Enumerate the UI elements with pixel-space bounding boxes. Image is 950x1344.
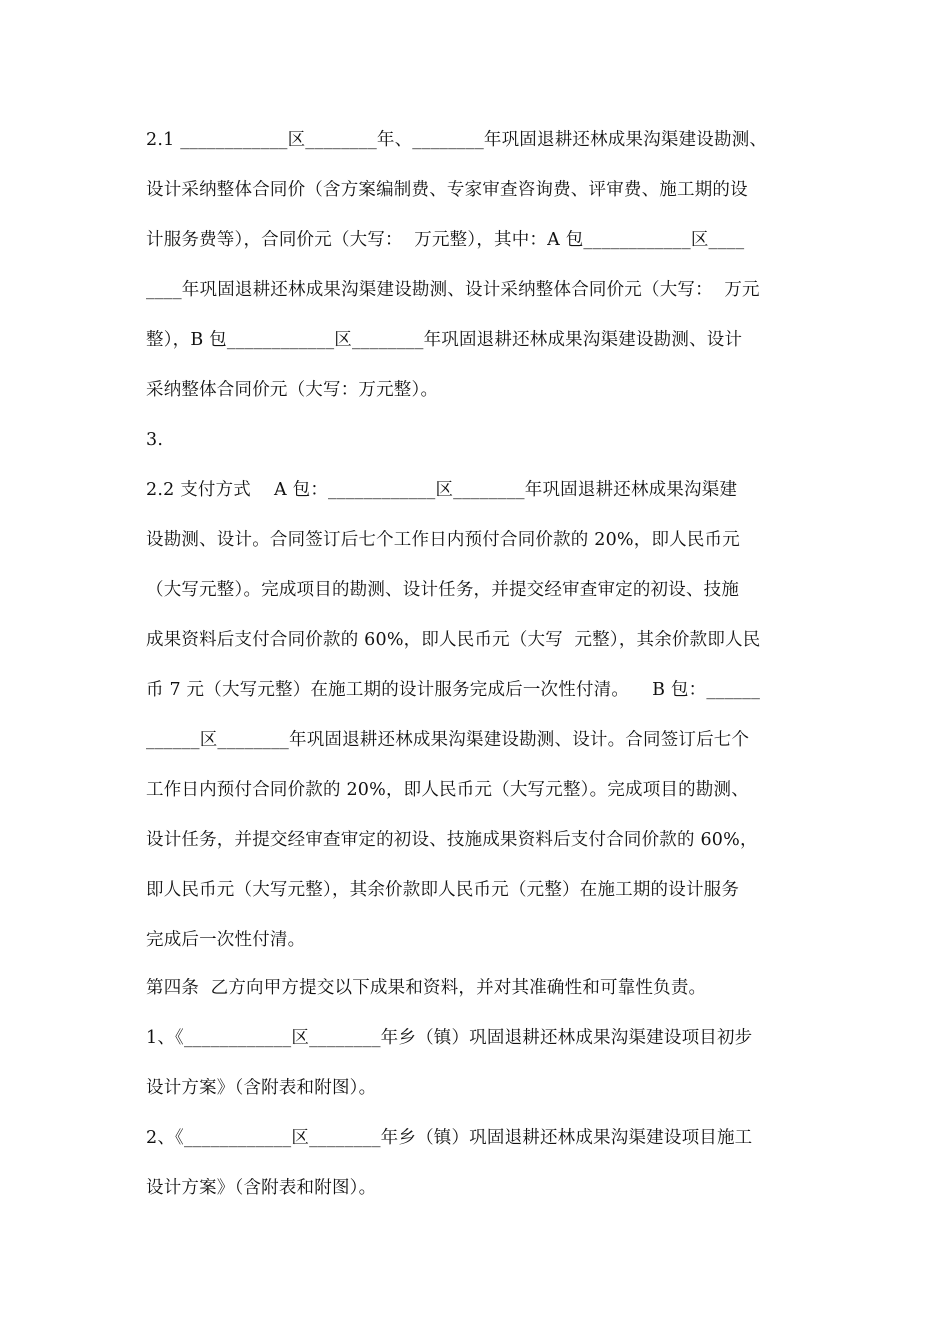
text-line: 完成后一次性付清。 bbox=[146, 930, 306, 950]
text-line: 设计采纳整体合同价（含方案编制费、专家审查咨询费、评审费、施工期的设 bbox=[146, 180, 748, 200]
text-line: 采纳整体合同价元（大写：万元整）。 bbox=[146, 380, 439, 400]
text-line: 2、《____________区________年乡（镇）巩固退耕还林成果沟渠建设项目施工 bbox=[146, 1128, 753, 1148]
text-line: 设计方案》（含附表和附图）。 bbox=[146, 1178, 377, 1198]
text-line: ______区________年巩固退耕还林成果沟渠建设勘测、设计。合同签订后七个 bbox=[146, 730, 750, 750]
text-line: 即人民币元（大写元整），其余价款即人民币元（元整）在施工期的设计服务 bbox=[146, 880, 740, 900]
text-line: 1、《____________区________年乡（镇）巩固退耕还林成果沟渠建设项目初步 bbox=[146, 1028, 753, 1048]
text-line: 整），B 包____________区________年巩固退耕还林成果沟渠建设勘测、设计 bbox=[146, 330, 743, 350]
section-number: 3. bbox=[146, 430, 164, 450]
text-line: （大写元整）。完成项目的勘测、设计任务，并提交经审查审定的初设、技施 bbox=[146, 580, 740, 600]
text-line: 成果资料后支付合同价款的 60%，即人民币元（大写 元整），其余价款即人民 bbox=[146, 630, 761, 650]
text-line: 工作日内预付合同价款的 20%，即人民币元（大写元整）。完成项目的勘测、 bbox=[146, 780, 749, 800]
text-line: 币 7 元（大写元整）在施工期的设计服务完成后一次性付清。 B 包：______ bbox=[146, 680, 761, 700]
section-heading: 2.2 支付方式 A 包：____________区________年巩固退耕还林成果沟渠建 bbox=[146, 480, 738, 500]
article-heading: 第四条 乙方向甲方提交以下成果和资料，并对其准确性和可靠性负责。 bbox=[146, 978, 707, 998]
text-line: 设勘测、设计。合同签订后七个工作日内预付合同价款的 20%，即人民币元 bbox=[146, 530, 740, 550]
text-line: 设计方案》（含附表和附图）。 bbox=[146, 1078, 377, 1098]
text-line: 计服务费等），合同价元（大写： 万元整），其中：A 包____________区____ bbox=[146, 230, 745, 250]
text-line: 2.1 ____________区________年、________年巩固退耕还林成果沟渠建设勘测、 bbox=[146, 130, 768, 150]
text-line: ____年巩固退耕还林成果沟渠建设勘测、设计采纳整体合同价元（大写： 万元 bbox=[146, 280, 760, 300]
text-line: 设计任务，并提交经审查审定的初设、技施成果资料后支付合同价款的 60%， bbox=[146, 830, 758, 850]
